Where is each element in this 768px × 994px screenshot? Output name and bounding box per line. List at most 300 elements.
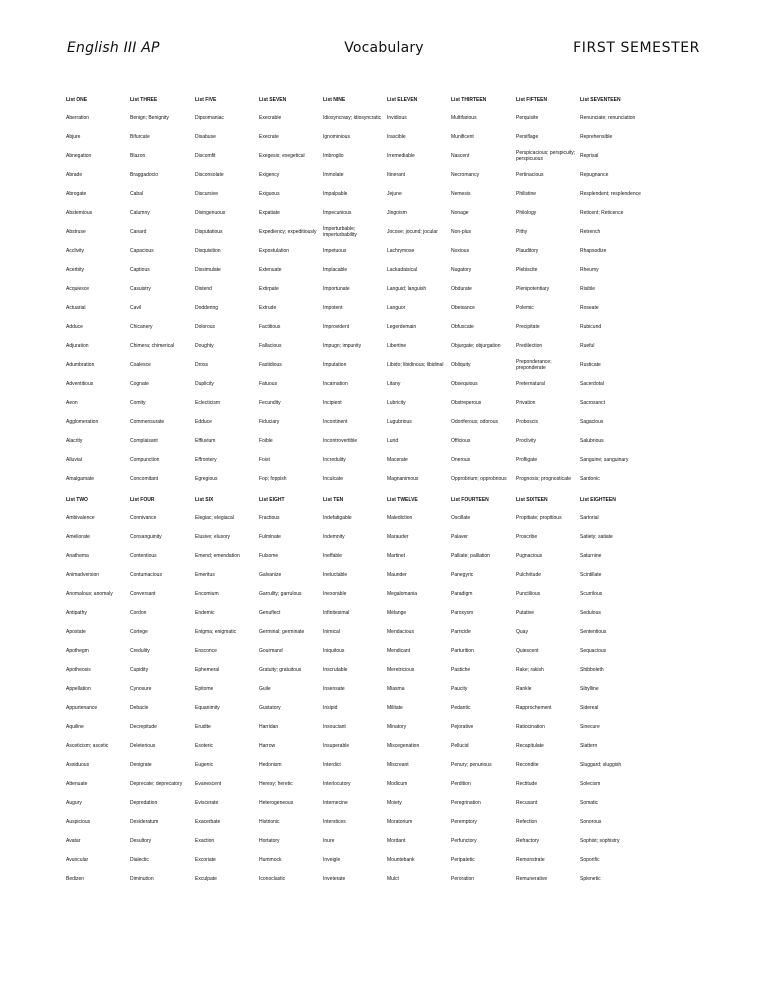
vocab-word: Nascent [451,152,470,159]
vocab-word: Munificent [451,133,474,140]
vocab-word: Perquisite [516,114,539,121]
vocab-word: Marauder [387,533,409,540]
vocab-word: Execrable [259,114,282,121]
vocab-word: Inure [323,837,335,844]
list-column-header: List TEN [323,497,344,503]
vocab-word: Non-plus [451,228,472,235]
vocab-word: Disputatious [195,228,223,235]
vocab-word: Putative [516,609,535,616]
vocab-word: Modicum [387,780,408,787]
vocab-word: Hedonism [259,761,282,768]
vocab-word: Distend [195,285,212,292]
vocab-word: Fulminate [259,533,281,540]
vocab-word: Rectitude [516,780,538,787]
vocab-word: Execrate [259,133,279,140]
vocab-word: Interlocutory [323,780,351,787]
vocab-word: Braggadocio [130,171,159,178]
vocab-word: Iniquitous [323,647,345,654]
vocab-word: Apotheosis [66,666,91,673]
vocab-word: Preternatural [516,380,545,387]
vocab-word: Foist [259,456,270,463]
vocab-word: Appurtenance [66,704,98,711]
vocab-word: Ratiocination [516,723,545,730]
vocab-word: Augury [66,799,82,806]
vocab-word: Propitiate; propitious [516,514,562,521]
vocab-word: Imbroglio [323,152,344,159]
vocab-word: Sedulous [580,609,601,616]
vocab-word: Magnanimous [387,475,419,482]
list-section [66,96,714,488]
vocab-word: Alacrity [66,437,83,444]
vocab-word: Rueful [580,342,595,349]
vocab-word: Peregrination [451,799,481,806]
vocab-word: Endemic [195,609,215,616]
vocab-word: Obfuscate [451,323,474,330]
vocab-word: Oscillate [451,514,471,521]
vocab-word: Sagacious [580,418,604,425]
vocab-word: Pugnacious [516,552,543,559]
vocab-word: Incarnation [323,380,348,387]
vocab-word: Impalpable [323,190,348,197]
vocab-word: Philology [516,209,537,216]
vocab-word: Ensconce [195,647,217,654]
vocab-word: Dross [195,361,209,368]
vocab-word: Proclivity [516,437,537,444]
vocab-word: Egregious [195,475,218,482]
vocabulary-table [66,96,714,888]
vocab-word: Hortatory [259,837,280,844]
vocab-word: Profligate [516,456,538,463]
vocab-word: Jingoism [387,209,407,216]
vocab-word: Chicanery [130,323,153,330]
vocab-word: Imputation [323,361,347,368]
vocab-word: Blazon [130,152,146,159]
vocab-word: Punctilious [516,590,541,597]
vocab-word: Consanguinity [130,533,162,540]
vocab-word: Risible [580,285,596,292]
list-column-header: List THREE [130,97,158,103]
vocab-word: Deprecate; deprecatory [130,780,183,787]
vocab-word: Acquiesce [66,285,90,292]
vocab-word: Lackadaisical [387,266,418,273]
vocab-word: Libido; libidinous; libidinal [387,361,444,368]
vocab-word: Inculcate [323,475,344,482]
vocab-word: Interstices [323,818,346,825]
vocab-word: Auspicious [66,818,91,825]
vocab-word: Jejune [387,190,402,197]
vocab-word: Sophist; sophistry [580,837,620,844]
vocab-word: Esoteric [195,742,214,749]
vocab-word: Irremediable [387,152,415,159]
vocab-word: Attenuate [66,780,88,787]
vocab-word: Nemesis [451,190,471,197]
vocab-word: Splenetic [580,875,601,882]
vocab-word: Rankle [516,685,532,692]
vocab-word: Itinerant [387,171,406,178]
vocab-word: Abstruse [66,228,86,235]
vocab-word: Complaisant [130,437,158,444]
vocab-word: Deleterious [130,742,156,749]
vocab-word: Recondite [516,761,539,768]
list-column-header: List FIVE [195,97,217,103]
vocab-word: Diminution [130,875,154,882]
vocab-word: Pertinacious [516,171,544,178]
vocab-word: Guile [259,685,271,692]
vocab-word: Compunction [130,456,160,463]
vocab-word: Commensurate [130,418,165,425]
vocab-word: Expostulation [259,247,290,254]
vocab-word: Sidereal [580,704,599,711]
vocab-word: Obstreperous [451,399,482,406]
vocab-word: Refractory [516,837,540,844]
vocab-word: Rhapsodize [580,247,607,254]
vocab-word: Appellation [66,685,91,692]
vocab-word: Imperturbable; imperturbability [323,225,357,238]
vocab-word: Anomalous; anomaly [66,590,113,597]
vocab-word: Sequacious [580,647,607,654]
vocab-word: Pedantic [451,704,471,711]
vocab-word: Iconoclastic [259,875,286,882]
vocab-word: Implacable [323,266,348,273]
vocab-word: Sententious [580,628,607,635]
vocab-word: Pithy [516,228,528,235]
vocab-word: Evanescent [195,780,222,787]
vocab-word: Minatory [387,723,407,730]
vocab-word: Litany [387,380,401,387]
list-column-header: List ELEVEN [387,97,418,103]
list-column-header: List SEVEN [259,97,287,103]
vocab-word: Rubicund [580,323,602,330]
vocab-word: Chimera; chimerical [130,342,175,349]
vocab-word: Renunciate; renunciation [580,114,636,121]
vocab-word: Sinecure [580,723,600,730]
vocab-word: Duplicity [195,380,214,387]
vocab-word: Canard [130,228,147,235]
vocab-word: Excoriate [195,856,216,863]
vocab-word: Internecine [323,799,348,806]
vocab-word: Militate [387,704,403,711]
vocab-word: Garrulity; garrulous [259,590,302,597]
vocab-word: Germinal; germinate [259,628,305,635]
vocab-word: Bedizen [66,875,85,882]
vocab-word: Impetuous [323,247,347,254]
vocab-word: Enigma; enigmatic [195,628,237,635]
vocab-word: Histrionic [259,818,280,825]
list-column-header: List SEVENTEEN [580,97,621,103]
vocab-word: Sibylline [580,685,599,692]
vocab-word: Lurid [387,437,399,444]
vocab-word: Cupidity [130,666,149,673]
vocab-word: Resplendent; resplendence [580,190,641,197]
vocab-word: Somatic [580,799,599,806]
vocab-word: Sacerdotal [580,380,604,387]
vocab-word: Meretricious [387,666,415,673]
vocab-word: Penury; penurious [451,761,492,768]
vocab-word: Perspicacious; perspicuity; perspicuous [516,149,576,162]
vocab-word: Malediction [387,514,413,521]
vocab-word: Impugn; impunity [323,342,362,349]
vocab-word: Megalomania [387,590,418,597]
vocab-word: Mélange [387,609,407,616]
vocab-word: Exculpate [195,875,217,882]
vocab-word: Parturition [451,647,474,654]
vocab-word: Effrontery [195,456,217,463]
vocab-word: Importunate [323,285,350,292]
vocab-word: Denigrate [130,761,152,768]
vocab-word: Moiety [387,799,402,806]
vocab-word: Epitome [195,685,214,692]
vocab-word: Harridan [259,723,279,730]
course-title: English III AP [67,40,160,56]
vocab-word: Inscrutable [323,666,348,673]
vocab-word: Noxious [451,247,470,254]
list-column-header: List EIGHTEEN [580,497,616,503]
vocab-word: Reticent; Reticence [580,209,624,216]
vocab-word: Obsequious [451,380,478,387]
vocab-word: Emend; emendation [195,552,240,559]
vocab-word: Languor [387,304,406,311]
list-column-header: List ONE [66,97,88,103]
vocab-word: Aeon [66,399,78,406]
vocab-word: Decrepitude [130,723,157,730]
vocab-word: Apothegm [66,647,89,654]
vocab-word: Plenipotentiary [516,285,550,292]
vocab-word: Incontrovertible [323,437,358,444]
vocab-word: Calumny [130,209,150,216]
vocab-word: Paradigm [451,590,473,597]
vocab-word: Fiduciary [259,418,280,425]
vocab-word: Scurrilous [580,590,603,597]
vocab-word: Fop; foppish [259,475,287,482]
vocab-word: Disquisition [195,247,221,254]
vocab-word: Insipid [323,704,338,711]
vocab-word: Equanimity [195,704,220,711]
vocab-word: Satiety; satiate [580,533,613,540]
vocab-word: Incipient [323,399,342,406]
vocab-word: Hummock [259,856,282,863]
vocab-word: Foible [259,437,273,444]
vocab-word: Extenuate [259,266,282,273]
vocab-word: Acerbity [66,266,85,273]
vocab-word: Exiguous [259,190,280,197]
vocab-word: Rapprochement [516,704,552,711]
vocab-word: Pulchritude [516,571,542,578]
vocab-word: Doddering [195,304,219,311]
vocab-word: Avatar [66,837,81,844]
vocab-word: Genuflect [259,609,281,616]
list-column-header: List TWELVE [387,497,418,503]
vocab-word: Dialectic [130,856,149,863]
vocab-word: Soporific [580,856,600,863]
vocab-word: Doughty [195,342,214,349]
vocab-word: Discomfit [195,152,216,159]
vocab-word: Erudite [195,723,211,730]
vocab-word: Emeritus [195,571,215,578]
vocab-word: Ignominious [323,133,350,140]
vocab-word: Sardonic [580,475,600,482]
vocab-word: Disconsolate [195,171,224,178]
vocab-word: Alluvial [66,456,82,463]
vocab-word: Heresy; heretic [259,780,293,787]
vocab-word: Factitious [259,323,281,330]
vocab-word: Harrow [259,742,276,749]
vocab-word: Incontinent [323,418,348,425]
vocab-word: Saturnine [580,552,602,559]
vocab-word: Contumacious [130,571,162,578]
vocab-word: Sluggard; sluggish [580,761,622,768]
vocab-word: Macerate [387,456,408,463]
vocab-word: Eviscerate [195,799,219,806]
vocab-word: Adumbration [66,361,95,368]
vocab-word: Reprisal [580,152,599,159]
vocab-word: Lubricity [387,399,406,406]
vocab-word: Pellucid [451,742,469,749]
vocab-word: Repugnance [580,171,609,178]
list-column-header: List SIXTEEN [516,497,548,503]
vocab-word: Sanguine; sanguinary [580,456,629,463]
vocab-word: Depredation [130,799,158,806]
list-column-header: List FOUR [130,497,155,503]
vocab-word: Sacrosanct [580,399,606,406]
vocab-word: Mendicant [387,647,411,654]
vocab-word: Plauditory [516,247,539,254]
vocab-word: Mountebank [387,856,415,863]
vocab-word: Solecism [580,780,601,787]
vocab-word: Cortege [130,628,148,635]
vocab-word: Miscreant [387,761,409,768]
vocab-word: Disabuse [195,133,216,140]
vocab-word: Animadversion [66,571,100,578]
vocab-word: Ambivalence [66,514,95,521]
vocab-word: Coalesce [130,361,151,368]
vocab-word: Conversant [130,590,156,597]
vocab-word: Aberration [66,114,90,121]
vocab-word: Exigency [259,171,280,178]
list-column-header: List FIFTEEN [516,97,548,103]
vocab-word: Gourmand [259,647,283,654]
vocab-word: Pejorative [451,723,474,730]
vocab-word: Abjure [66,133,81,140]
vocab-word: Insensate [323,685,345,692]
vocab-word: Abnegation [66,152,92,159]
vocab-word: Expatiate [259,209,280,216]
vocab-word: Antipathy [66,609,87,616]
vocab-word: Ameliorate [66,533,90,540]
vocab-word: Abstemious [66,209,93,216]
vocab-word: Indefatigable [323,514,352,521]
vocab-word: Fastidious [259,361,282,368]
vocab-word: Acclivity [66,247,85,254]
vocab-word: Insuperable [323,742,350,749]
vocab-word: Idiosyncrasy; idiosyncratic [323,114,382,121]
vocab-word: Ineluctable [323,571,348,578]
vocab-word: Palliate; palliation [451,552,490,559]
vocab-word: Desideratum [130,818,159,825]
vocab-word: Inveigle [323,856,341,863]
vocab-word: Abrade [66,171,83,178]
vocab-word: Credulity [130,647,150,654]
vocab-word: Fatuous [259,380,278,387]
list-column-header: List SIX [195,497,214,503]
vocab-word: Polemic [516,304,534,311]
vocab-word: Roseate [580,304,599,311]
vocab-word: Scintillate [580,571,602,578]
vocab-word: Panegyric [451,571,474,578]
vocab-word: Insouciant [323,723,346,730]
vocab-word: Rake; rakish [516,666,544,673]
vocab-word: Desultory [130,837,152,844]
vocab-word: Benign; Benignity [130,114,169,121]
vocab-word: Gustatory [259,704,281,711]
vocab-word: Encomium [195,590,219,597]
vocab-word: Avuncular [66,856,89,863]
vocab-word: Aquiline [66,723,84,730]
vocab-word: Cavil [130,304,142,311]
vocab-word: Refection [516,818,538,825]
vocab-word: Bifurcate [130,133,150,140]
vocab-word: Opprobrium; opprobrious [451,475,507,482]
vocab-word: Mulct [387,875,399,882]
vocab-word: Comity [130,399,146,406]
vocab-word: Eugenic [195,761,214,768]
vocab-word: Dipsomaniac [195,114,224,121]
vocab-word: Mendacious [387,628,414,635]
vocab-word: Odoriferous; odorous [451,418,498,425]
vocab-word: Precipitate [516,323,540,330]
vocab-word: Irascible [387,133,406,140]
vocab-word: Extirpate [259,285,279,292]
vocab-word: Proboscis [516,418,538,425]
vocab-word: Necromancy [451,171,480,178]
vocab-word: Fallacious [259,342,282,349]
list-column-header: List EIGHT [259,497,285,503]
vocab-word: Casuistry [130,285,151,292]
vocab-word: Adduce [66,323,83,330]
list-section [66,496,714,888]
vocab-word: Multifarious [451,114,477,121]
vocab-word: Libertine [387,342,407,349]
vocab-word: Indemnity [323,533,345,540]
page-header [0,40,768,64]
vocab-word: Persiflage [516,133,539,140]
vocab-word: Capacious [130,247,154,254]
vocab-word: Peremptory [451,818,477,825]
vocab-word: Dissimulate [195,266,221,273]
list-column-header: List NINE [323,97,346,103]
vocab-word: Gratuity; gratuitous [259,666,302,673]
vocab-word: Elusive; elusory [195,533,231,540]
vocab-word: Lachrymose [387,247,415,254]
vocab-word: Ephemeral [195,666,220,673]
vocab-word: Sonorous [580,818,602,825]
vocab-word: Recapitulate [516,742,544,749]
vocab-word: Galvanize [259,571,282,578]
vocab-word: Preponderance; preponderate [516,358,552,371]
vocab-word: Expediency; expeditiously [259,228,317,235]
vocab-word: Salubrious [580,437,604,444]
vocab-word: Captious [130,266,150,273]
vocab-word: Quiescent [516,647,539,654]
vocab-word: Fulsome [259,552,279,559]
vocab-word: Perfunctory [451,837,477,844]
vocab-word: Rusticate [580,361,601,368]
vocab-word: Exaction [195,837,215,844]
vocab-word: Contentious [130,552,157,559]
vocab-word: Shibboleth [580,666,604,673]
vocab-word: Ineffable [323,552,343,559]
vocab-word: Edduce [195,418,212,425]
vocab-word: Obliquity [451,361,471,368]
